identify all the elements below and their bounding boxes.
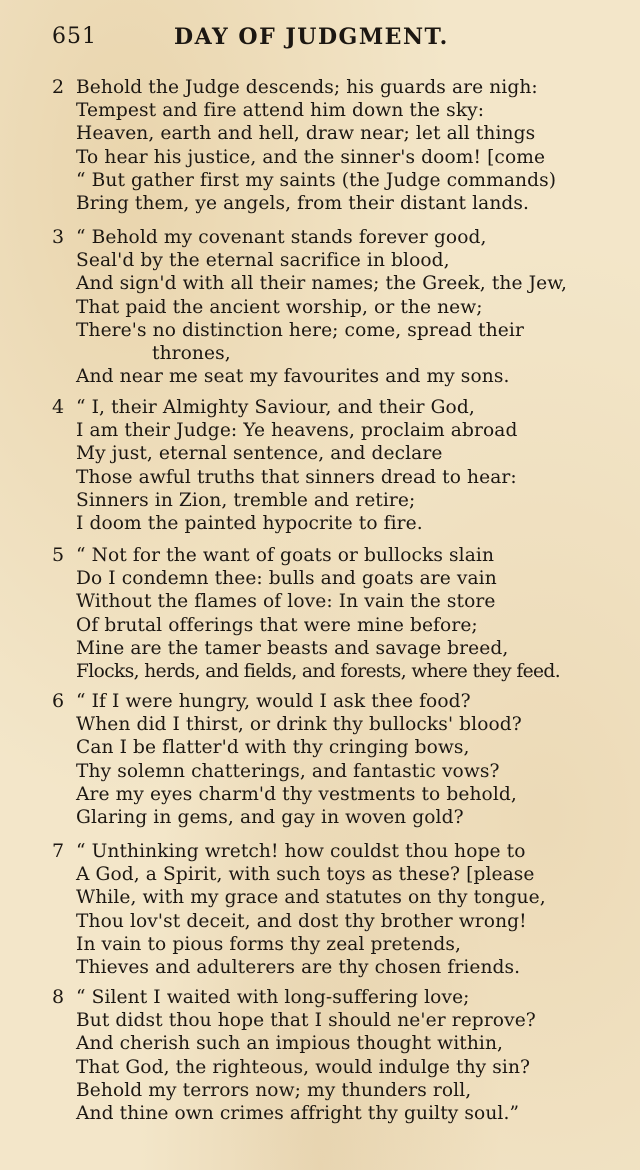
- verse-line: And thine own crimes affright thy guilty soul.”: [76, 1103, 520, 1125]
- verse-line: Tempest and fire attend him down the sky:: [76, 100, 485, 122]
- verse-line: Of brutal offerings that were mine before;: [76, 614, 478, 636]
- verse-line: “ Behold my covenant stands forever good,: [76, 227, 487, 248]
- verse-line: Thieves and adulterers are thy chosen friends.: [76, 957, 521, 979]
- verse-line: I doom the painted hypocrite to fire.: [76, 513, 423, 535]
- stanza-number: 8: [52, 986, 65, 1008]
- page-number: 651: [52, 24, 97, 49]
- verse-line: Those awful truths that sinners dread to hear:: [76, 466, 517, 488]
- verse-line: Sinners in Zion, tremble and retire;: [76, 489, 416, 511]
- stanza-number: 6: [52, 690, 65, 712]
- verse-line: Thou lov'st deceit, and dost thy brother wrong!: [76, 910, 527, 932]
- verse-line: That God, the righteous, would indulge thy sin?: [76, 1056, 531, 1078]
- verse-line: Heaven, earth and hell, draw near; let all things: [76, 123, 536, 145]
- verse-line: Mine are the tamer beasts and savage breed,: [76, 637, 509, 659]
- verse-line: Without the flames of love: In vain the store: [76, 591, 496, 613]
- verse-line: And cherish such an impious thought within,: [76, 1033, 504, 1055]
- stanza-number: 7: [52, 840, 65, 862]
- verse-line: I am their Judge: Ye heavens, proclaim abroad: [76, 420, 518, 442]
- stanza-number: 5: [52, 544, 65, 566]
- verse-line: To hear his justice, and the sinner's doom! [come: [76, 146, 546, 168]
- stanza-number: 2: [52, 76, 65, 98]
- verse-line: “ Not for the want of goats or bullocks slain: [76, 545, 495, 566]
- verse-line: Flocks, herds, and fields, and forests, where they feed.: [76, 661, 561, 683]
- verse-line: While, with my grace and statutes on thy tongue,: [76, 887, 546, 909]
- verse-line: But didst thou hope that I should ne'er reprove?: [76, 1010, 536, 1032]
- verse-line: And near me seat my favourites and my sons.: [76, 366, 510, 388]
- verse-line: When did I thirst, or drink thy bullocks' blood?: [76, 714, 522, 736]
- verse-line: Behold the Judge descends; his guards are nigh:: [76, 77, 538, 98]
- running-head: [52, 24, 612, 56]
- page-title: DAY OF JUDGMENT.: [174, 24, 449, 50]
- verse-line: “ But gather first my saints (the Judge commands): [76, 169, 557, 191]
- verse-line: And sign'd with all their names; the Greek, the Jew,: [76, 273, 568, 295]
- stanza-number: 3: [52, 226, 65, 248]
- verse-line: Bring them, ye angels, from their distant lands.: [76, 193, 530, 215]
- verse-line-continuation: thrones,: [152, 343, 231, 365]
- verse-line: Do I condemn thee: bulls and goats are vain: [76, 568, 497, 590]
- stanza-number: 4: [52, 396, 65, 418]
- verse-line: “ I, their Almighty Saviour, and their God,: [76, 397, 475, 418]
- verse-line: “ Unthinking wretch! how couldst thou hope to: [76, 841, 526, 862]
- verse-line: “ If I were hungry, would I ask thee food?: [76, 691, 471, 712]
- verse-line: Seal'd by the eternal sacrifice in blood,: [76, 250, 450, 272]
- verse-line: “ Silent I waited with long-suffering love;: [76, 987, 470, 1008]
- verse-line: That paid the ancient worship, or the new;: [76, 296, 483, 318]
- verse-line: Behold my terrors now; my thunders roll,: [76, 1079, 472, 1101]
- verse-line: A God, a Spirit, with such toys as these? [please: [76, 864, 535, 886]
- verse-line: Thy solemn chatterings, and fantastic vows?: [76, 760, 500, 782]
- verse-line: Glaring in gems, and gay in woven gold?: [76, 807, 464, 829]
- verse-line: In vain to pious forms thy zeal pretends,: [76, 933, 462, 955]
- verse-line: There's no distinction here; come, spread their: [76, 319, 524, 341]
- verse-line: Can I be flatter'd with thy cringing bows,: [76, 737, 470, 759]
- verse-line: My just, eternal sentence, and declare: [76, 443, 443, 465]
- verse-line: Are my eyes charm'd thy vestments to behold,: [76, 783, 517, 805]
